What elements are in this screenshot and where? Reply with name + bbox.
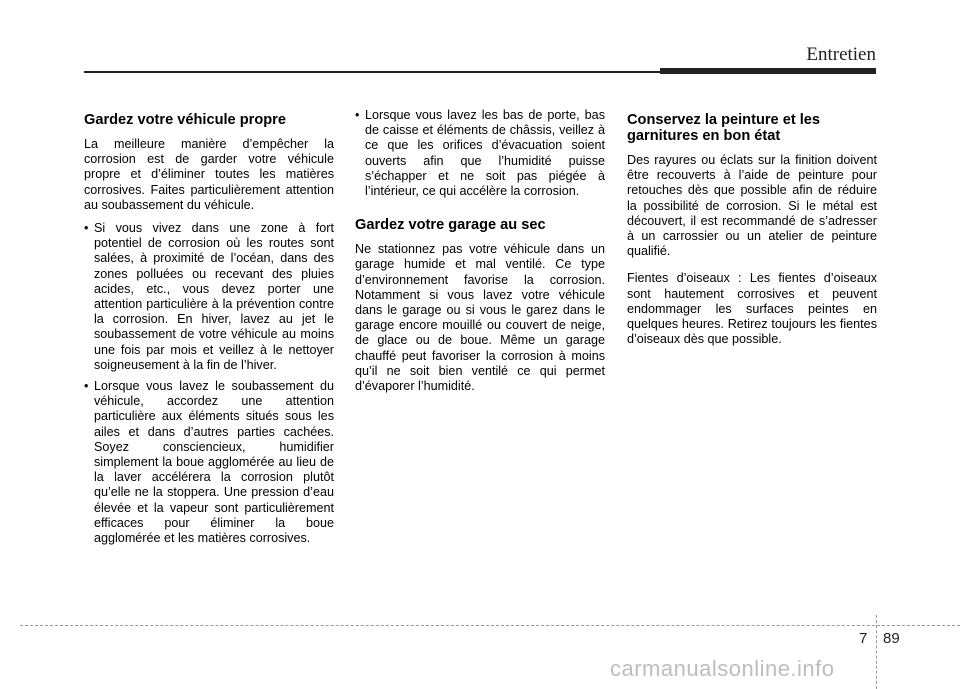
list-item: [355, 108, 605, 199]
column-2: [355, 108, 605, 402]
header-rule-accent: [660, 68, 876, 74]
chapter-number: 7: [859, 630, 868, 647]
column-1: [84, 112, 334, 554]
section-heading-paint: Conservez la peinture et les garnitures en bon état: [627, 112, 821, 144]
footer-divider: [20, 625, 960, 626]
list-item-text: Si vous vivez dans une zone à fort potentiel de corrosion où les routes sont salées, à proximité de l’océan, dans des zones polluées ou recevant des pluies acides, etc., vous devez porter une attention particulière à la prévention contre la corrosion. En hiver, lavez au jet le soubassement de votre véhicule au moins une fois par mois et veillez à le nettoyer soigneusement à la fin de l’hiver.: [94, 221, 334, 372]
section-heading-dry-garage: Gardez votre garage au sec: [355, 217, 546, 234]
bullet-icon: •: [355, 108, 360, 122]
bullet-list: [355, 108, 605, 199]
section-heading-keep-clean: Gardez votre véhicule propre: [84, 112, 286, 128]
header-rule: [84, 71, 664, 73]
footer-divider-vertical: [876, 615, 877, 689]
watermark: carmanualsonline.info: [610, 656, 835, 681]
page-header-title: Entretien: [806, 44, 876, 65]
list-item-text: Lorsque vous lavez le soubassement du véhicule, accordez une attention particulière aux éléments situés sous les ailes et dans d’autres parties cachées. Soyez consciencieux, humidifier simplement la boue agglomérée au lieu de la laver accélérera la corrosion plutôt qu’elle ne la stoppera. Une pression d’eau élevée et la vapeur sont particulièrement efficaces pour éliminer la boue agglomérée et les matières corrosives.: [94, 379, 334, 546]
list-item: [84, 221, 334, 373]
list-item-text: Lorsque vous lavez les bas de porte, bas de caisse et éléments de châssis, veillez à ce que les orifices d’évacuation soient ouverts afin que l’humidité puisse s’échapper et ne soit pas piégée à l’intérieur, ce qui accélère la corrosion.: [365, 108, 605, 199]
list-item: [84, 379, 334, 546]
bullet-icon: •: [84, 379, 89, 394]
bird-droppings-paragraph: Fientes d’oiseaux : Les fientes d’oiseaux sont hautement corrosives et peuvent endommager les surfaces peintes en quelques heures. Retirez toujours les fientes d’oiseaux dès que possible.: [627, 271, 877, 347]
bullet-list: [84, 221, 334, 546]
bullet-icon: •: [84, 221, 89, 236]
paint-paragraph: Des rayures ou éclats sur la finition doivent être recouverts à l’aide de peinture pour retouches dès que possible afin de réduire la possibilité de corrosion. Si le métal est découvert, il est recommandé de s’adresser à un carrossier ou un atelier de peinture qualifié.: [627, 153, 877, 259]
column-3: [627, 112, 877, 355]
garage-paragraph: Ne stationnez pas votre véhicule dans un garage humide et mal ventilé. Ce type d’environnement favorise la corrosion. Notamment si vous lavez votre véhicule dans le garage ou si vous le garez dans le garage encore mouillé ou couvert de neige, de glace ou de boue. Même un garage chauffé peut favoriser la corrosion à moins qu’il ne soit bien ventilé ce qui permet d’évaporer l’humidité.: [355, 242, 605, 394]
intro-paragraph: La meilleure manière d’empêcher la corrosion est de garder votre véhicule propre et d’éliminer toutes les matières corrosives. Faites particulièrement attention au soubassement du véhicule.: [84, 137, 334, 212]
page-number: 89: [883, 630, 900, 647]
